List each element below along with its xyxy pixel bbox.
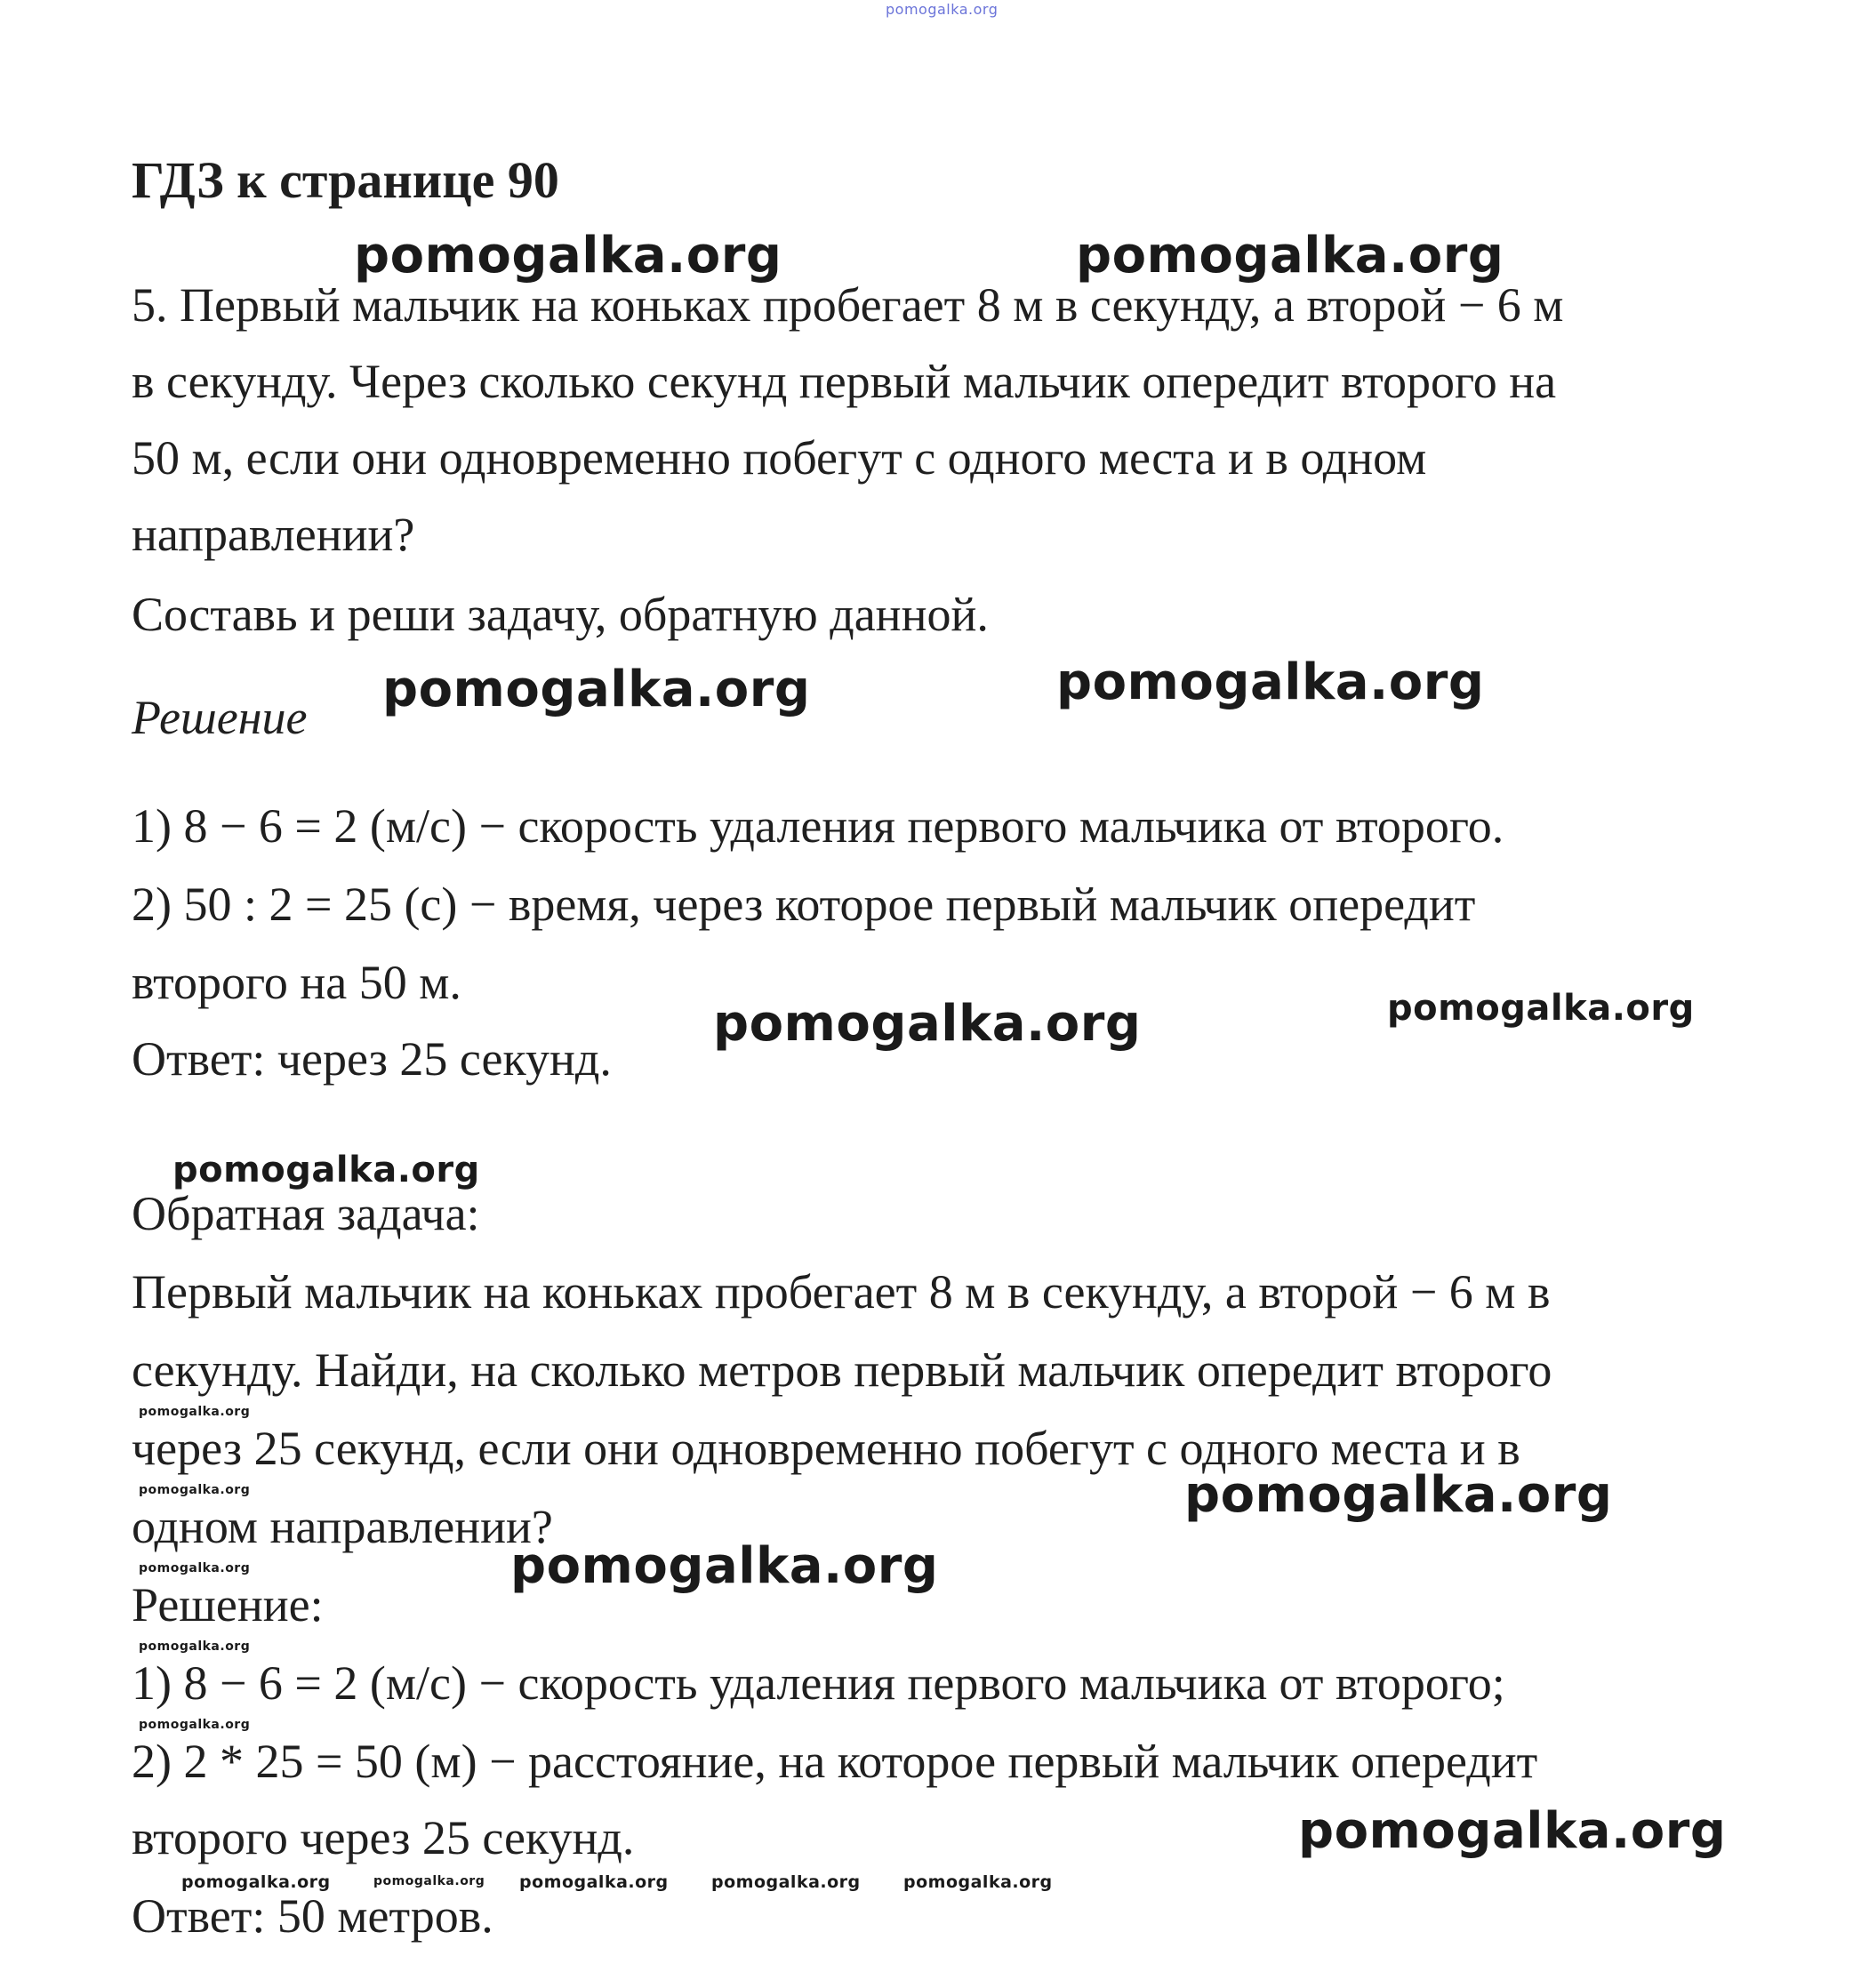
watermark: pomogalka.org — [903, 1872, 1053, 1892]
solution-heading: Решение — [132, 691, 308, 744]
watermark: pomogalka.org — [713, 995, 1142, 1053]
problem-line: в секунду. Через сколько секунд первый мальчик опередит второго на — [132, 355, 1557, 408]
watermark: pomogalka.org — [172, 1150, 480, 1190]
inverse-solution-line: 1) 8 − 6 = 2 (м/с) − скорость удаления первого мальчика от второго; — [132, 1656, 1505, 1710]
inverse-problem-line: Первый мальчик на коньках пробегает 8 м в секунду, а второй − 6 м в — [132, 1265, 1551, 1319]
watermark: pomogalka.org — [1076, 227, 1504, 285]
inverse-problem-line: одном направлении? — [132, 1500, 553, 1553]
inverse-problem-line: секунду. Найди, на сколько метров первый мальчик опередит второго — [132, 1343, 1552, 1397]
watermark: pomogalka.org — [139, 1561, 251, 1575]
watermark: pomogalka.org — [139, 1639, 251, 1654]
watermark: pomogalka.org — [139, 1718, 251, 1732]
watermark: pomogalka.org — [1184, 1466, 1613, 1524]
problem-line: 5. Первый мальчик на коньках пробегает 8 м в секунду, а второй − 6 м — [132, 278, 1564, 332]
solution-line: второго на 50 м. — [132, 956, 461, 1009]
watermark: pomogalka.org — [1298, 1802, 1727, 1860]
inverse-solution-heading: Решение: — [132, 1578, 324, 1631]
watermark: pomogalka.org — [382, 661, 811, 718]
watermark: pomogalka.org — [1056, 653, 1485, 711]
inverse-answer-line: Ответ: 50 метров. — [132, 1889, 493, 1943]
problem-line: Составь и реши задачу, обратную данной. — [132, 588, 989, 641]
watermark: pomogalka.org — [519, 1872, 669, 1892]
watermark: pomogalka.org — [373, 1874, 485, 1888]
inverse-solution-line: второго через 25 секунд. — [132, 1811, 635, 1864]
solution-line: 1) 8 − 6 = 2 (м/с) − скорость удаления первого мальчика от второго. — [132, 799, 1504, 853]
watermark: pomogalka.org — [354, 227, 782, 285]
inverse-problem-line: через 25 секунд, если они одновременно побегут с одного места и в — [132, 1422, 1520, 1475]
watermark-top: pomogalka.org — [886, 1, 999, 18]
answer-line: Ответ: через 25 секунд. — [132, 1032, 612, 1086]
problem-line: 50 м, если они одновременно побегут с одного места и в одном — [132, 431, 1427, 485]
solution-line: 2) 50 : 2 = 25 (с) − время, через которое первый мальчик опередит — [132, 878, 1476, 931]
watermark: pomogalka.org — [181, 1872, 331, 1892]
inverse-solution-line: 2) 2 * 25 = 50 (м) − расстояние, на которое первый мальчик опередит — [132, 1735, 1538, 1788]
page-title: ГДЗ к странице 90 — [132, 151, 559, 209]
watermark: pomogalka.org — [139, 1483, 251, 1497]
watermark: pomogalka.org — [139, 1405, 251, 1419]
watermark: pomogalka.org — [711, 1872, 861, 1892]
watermark: pomogalka.org — [510, 1537, 939, 1595]
watermark: pomogalka.org — [1387, 988, 1695, 1029]
inverse-heading: Обратная задача: — [132, 1187, 480, 1240]
problem-line: направлении? — [132, 508, 415, 561]
